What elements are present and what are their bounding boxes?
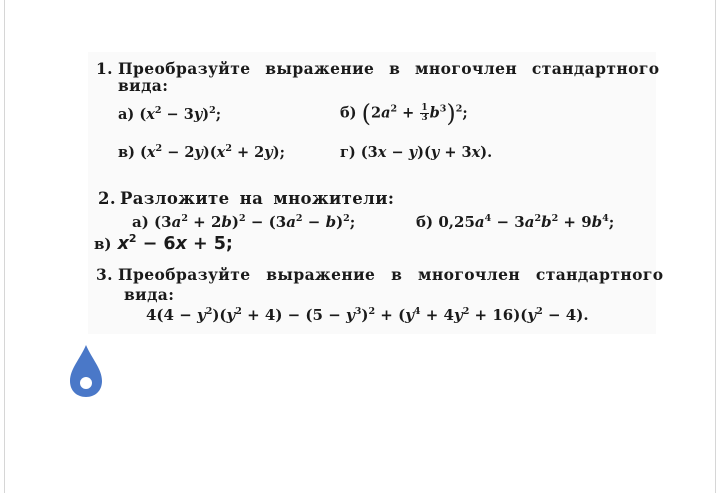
problem-2a-label: а) [132, 213, 149, 231]
problem-3-expression: $4(4 - y^2)(y^2 + 4) - (5 - y^3)^2 + (y^4 + 4y^2 + 16)(y^2 - 4)$. [146, 306, 589, 324]
problem-1-number: 1. [96, 59, 113, 78]
problem-1a-label: а) [118, 106, 135, 123]
problem-3-text-cont: вида: [124, 285, 175, 304]
problem-2b-coef: 0,25 [438, 213, 475, 231]
problem-2a: а) $(3a^2 + 2b)^2 - (3a^2 - b)^2$; [132, 213, 356, 231]
problem-2-text: Разложите на множители: [120, 189, 395, 208]
problem-2-heading [98, 189, 394, 208]
problem-2b-label: б) [416, 213, 434, 231]
problem-2v-label: в) [94, 235, 112, 253]
problem-1g-label: г) [340, 144, 356, 161]
problem-1b-label: б) [340, 104, 357, 122]
problem-3-heading [96, 265, 663, 284]
problem-1v-label: в) [118, 144, 135, 161]
problem-1b: б) ($2a^2$ + $\frac{1}{3}$ $b^3)^2$; [340, 99, 468, 128]
problem-2v: в) $x^2 - 6x + 5$; [94, 232, 233, 254]
problem-3-number: 3. [96, 265, 113, 284]
problem-3-text: Преобразуйте выражение в многочлен стандартного [118, 265, 664, 284]
problem-2-number: 2. [98, 189, 117, 208]
problem-1a: а) $(x^2 - 3y)^2$; [118, 105, 222, 123]
problem-1v: в) $(x^2 - 2y)(x^2 + 2y)$; [118, 143, 285, 161]
problem-2b: б) $0,25a^4 - 3a^2b^2 + 9b^4$; [416, 213, 615, 231]
fraction-one-third: $\frac{1}{3}$ [421, 103, 428, 123]
water-drop-icon[interactable] [66, 343, 106, 399]
problem-1-text: Преобразуйте выражение в многочлен стандартного [118, 59, 660, 78]
problem-1g: г) (3x − y)(y + 3x). [340, 144, 493, 161]
problem-1-heading [96, 59, 659, 78]
problem-1-text-cont: вида: [118, 76, 169, 95]
